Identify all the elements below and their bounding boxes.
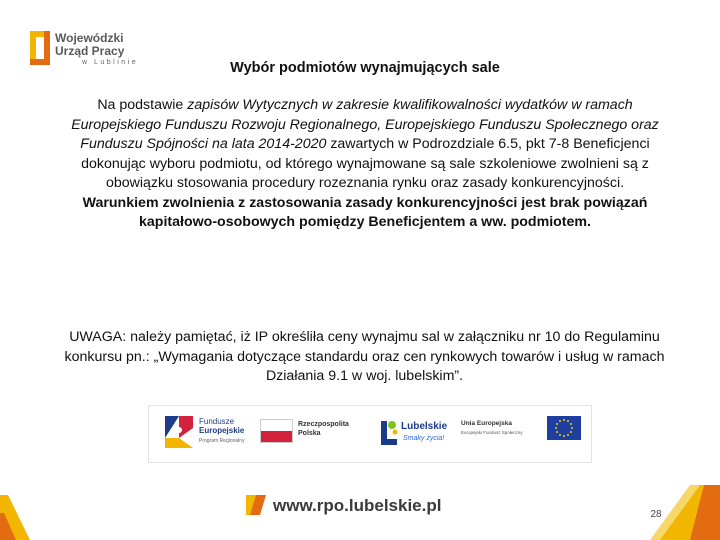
main-paragraph	[60, 96, 670, 233]
footer-url[interactable]: www.rpo.lubelskie.pl	[273, 496, 442, 515]
fe-line-2: Europejskie	[199, 426, 245, 435]
logo-line-1: Wojewódzki	[55, 31, 124, 45]
eu-flag-icon	[547, 416, 581, 440]
rp-line-2: Polska	[298, 430, 321, 437]
page-title: Wybór podmiotów wynajmujących sale	[230, 60, 500, 76]
globe-icon	[246, 495, 266, 515]
fe-line-1: Fundusze	[199, 417, 235, 426]
logo-line-2: Urząd Pracy	[55, 44, 125, 58]
fe-line-3: Program Regionalny	[199, 438, 245, 444]
polish-flag-icon	[260, 419, 293, 443]
ue-line-1: Unia Europejska	[461, 420, 512, 427]
footer	[0, 485, 720, 540]
ue-line-2: Europejski Fundusz Społeczny	[461, 430, 523, 435]
lub-line-2: Smaky życia!	[403, 435, 445, 442]
page-number: 28	[650, 509, 662, 520]
p2-bold: Warunkiem zwolnienia z zastosowania zasady konkurencyjności jest brak powiązań kapitałowo-osobowych pomiędzy Beneficjentem a ww. podmiotem.	[82, 194, 648, 230]
note-paragraph	[62, 328, 667, 387]
funding-logos-strip	[148, 405, 592, 463]
lub-line-1: Lubelskie	[401, 421, 448, 432]
p1-rest: zawartych w Podrozdziale 6.5, pkt 7-8 Beneficjenci dokonując wyboru podmiotu, od którego wynajmowane są sale szkoleniowe zwolnieni są z obowiązku stosowania procedury rozeznania rynku oraz zasady konkurencyjności.	[81, 136, 650, 191]
fundusze-stars-icon	[165, 416, 193, 448]
note-text: : należy pamiętać, iż IP określiła ceny wynajmu sal w załączniku nr 10 do Regulaminu konkursu pn.: „Wymagania dotyczące standardu oraz cen rynkowych towarów i usług w ramach Działania 9.1 w woj. lubelskim”.	[64, 329, 665, 384]
p1-plain: Na podstawie	[97, 97, 188, 113]
logo-line-3: w Lublinie	[82, 59, 139, 66]
lubelskie-l-icon	[377, 417, 399, 449]
p1-italic: zapisów Wytycznych w zakresie kwalifikowalności wydatków w ramach Europejskiego Funduszu Rozwoju Regionalnego, Europejskiego Funduszu Społecznego oraz Funduszu Spójności na lata 2014-2020	[71, 97, 659, 152]
note-label: UWAGA	[69, 329, 123, 345]
rp-line-1: Rzeczpospolita	[298, 421, 349, 428]
